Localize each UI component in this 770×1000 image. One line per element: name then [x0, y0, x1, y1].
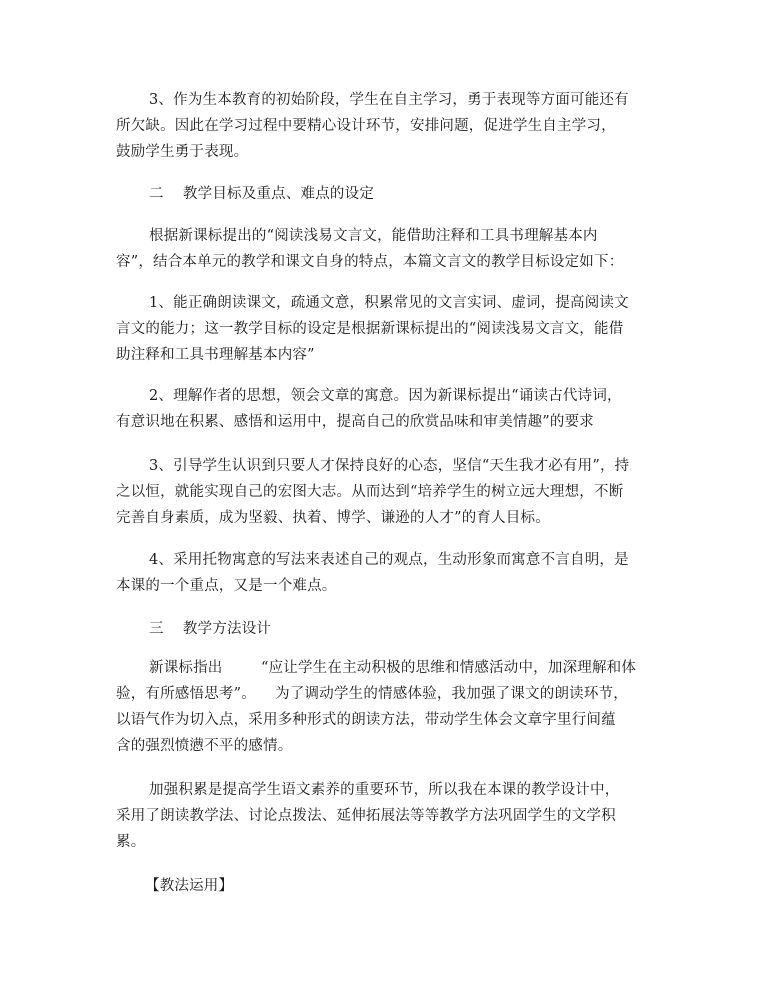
- text-line: 新课标指出 “应让学生在主动积极的思维和情感活动中，加深理解和体: [149, 660, 637, 676]
- heading-text: 【教法运用】: [145, 878, 234, 894]
- text-line: 容”，结合本单元的教学和课文自身的特点，本篇文言文的教学目标设定如下：: [116, 254, 624, 270]
- text-line: 加强积累是提高学生语文素养的重要环节，所以我在本课的教学设计中，: [149, 782, 620, 798]
- heading-text: 三 教学方法设计: [149, 621, 272, 637]
- paragraph-objectives-intro: [116, 223, 656, 275]
- text-line: 含的强烈愤懑不平的感情。: [116, 738, 293, 754]
- text-line: 以语气作为切入点，采用多种形式的朗读方法，带动学生体会文章字里行间蕴: [116, 712, 616, 728]
- text-line: 验，有所感悟思考”。 为了调动学生的情感体验，我加强了课文的朗读环节，: [116, 686, 628, 702]
- section-heading-objectives: [116, 181, 656, 207]
- text-line: 采用了朗读教学法、讨论点拨法、延伸拓展法等等教学方法巩固学生的文学积: [116, 808, 616, 824]
- text-line: 1、能正确朗读课文，疏通文意，积累常见的文言实词、虚词，提高阅读文: [149, 295, 629, 311]
- text-line: 所欠缺。因此在学习过程中要精心设计环节，安排问题，促进学生自主学习，: [116, 118, 616, 134]
- paragraph-objective-1: [116, 290, 656, 368]
- text-line: 助注释和工具书理解基本内容”: [116, 347, 315, 363]
- text-line: 根据新课标提出的“阅读浅易文言文，能借助注释和工具书理解基本内: [149, 228, 598, 244]
- text-line: 有意识地在积累、感悟和运用中，提高自己的欣赏品味和审美情趣”的要求: [116, 414, 595, 430]
- text-line: 2、理解作者的思想，领会文章的寓意。因为新课标提出“诵读古代诗词，: [149, 388, 622, 404]
- section-heading-methods: [116, 616, 656, 642]
- text-line: 3、作为生本教育的初始阶段，学生在自主学习，勇于表现等方面可能还有: [149, 92, 629, 108]
- heading-text: 二 教学目标及重点、难点的设定: [149, 186, 375, 202]
- section-heading-teaching-application: [116, 873, 656, 899]
- paragraph-methods-2: [116, 777, 656, 855]
- paragraph-objective-2: [116, 383, 656, 435]
- text-line: 3、引导学生认识到只要人才保持良好的心态，坚信“天生我才必有用”，持: [149, 458, 630, 474]
- text-line: 累。: [116, 834, 146, 850]
- text-line: 之以恒，就能实现自己的宏图大志。从而达到“培养学生的树立远大理想，不断: [116, 484, 624, 500]
- text-line: 鼓励学生勇于表现。: [116, 144, 249, 160]
- paragraph-objective-4: [116, 547, 656, 599]
- paragraph-learner-analysis-3: [116, 87, 656, 165]
- text-line: 本课的一个重点，又是一个难点。: [116, 578, 337, 594]
- text-line: 完善自身素质，成为坚毅、执着、博学、谦逊的人才”的育人目标。: [116, 510, 550, 526]
- paragraph-methods-1: [116, 655, 656, 759]
- text-line: 言文的能力；这一教学目标的设定是根据新课标提出的“阅读浅易文言文，能借: [116, 321, 624, 337]
- text-line: 4、采用托物寓意的写法来表述自己的观点，生动形象而寓意不言自明，是: [149, 552, 629, 568]
- paragraph-objective-3: [116, 453, 656, 531]
